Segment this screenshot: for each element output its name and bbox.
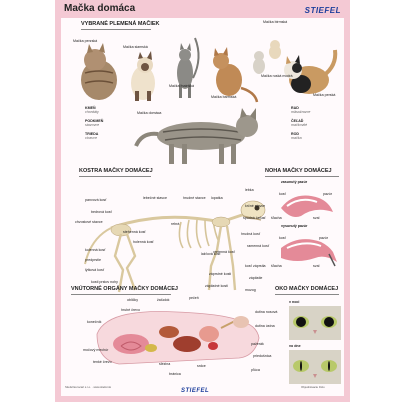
eye-illustration: [289, 306, 341, 392]
class-celad-value: mačkovité: [291, 123, 308, 127]
organ-label-10: dutina ústna: [255, 324, 275, 328]
breed-label-7: Mačka perská: [313, 93, 336, 97]
class-celad-label: ČEĽAĎ: [291, 119, 304, 123]
eye-day-label: vo dne: [289, 344, 301, 348]
organ-label-4: mozog: [245, 288, 256, 292]
skeleton-label-22: lebka: [245, 188, 254, 192]
breed-label-1: Mačka perzská: [73, 39, 98, 43]
paw-label-7: šľacha: [271, 264, 282, 268]
skeleton-heading-rule: [79, 176, 151, 177]
organ-label-6: hrubé črevo: [121, 308, 140, 312]
footer-left: Stiefel Eurocart s.r.o. · www.stiefel.sk: [65, 385, 112, 389]
breed-cat-3: [177, 38, 199, 98]
breed-label-4: Mačka barmská: [211, 95, 237, 99]
organs-heading-rule: [71, 294, 171, 295]
skeleton-label-24: zápästie: [249, 276, 263, 280]
skeleton-label-5: bedrová kosť: [91, 210, 112, 214]
skeleton-label-4: lopatka: [211, 196, 223, 200]
skeleton-label-11: kosti prstov nohy: [91, 280, 118, 284]
skeleton-label-17: záprstné kosti: [209, 272, 232, 276]
skeleton-label-1: panvová kosť: [85, 198, 107, 202]
class-trieda-label: TRIEDA: [85, 132, 99, 136]
skeleton-label-7: kolenná kosť: [85, 248, 106, 252]
paw-illustration: [275, 186, 341, 276]
paw-label-2: pazúr: [323, 192, 332, 196]
organ-label-2: žalúdok: [157, 298, 170, 302]
breed-cat-4: [213, 47, 257, 102]
paw-label-5: kosť: [279, 236, 286, 240]
skeleton-label-3: hrudné stavce: [183, 196, 206, 200]
skeleton-label-2: lebečné stavce: [143, 196, 167, 200]
skeleton-label-23: krčné stavce: [245, 204, 266, 208]
breed-label-2: Mačka siamská: [123, 45, 148, 49]
paw-heading: NOHA MAČKY DOMÁCEJ: [265, 168, 332, 174]
breed-label-6: Mačka birmská: [263, 20, 288, 24]
organ-label-12: priedušnica: [253, 354, 272, 358]
organ-label-1: obličky: [127, 298, 138, 302]
class-rod-label: ROD: [291, 132, 299, 136]
paw-heading-rule: [265, 176, 339, 177]
paw-retracted-title: zasunutý pazúr: [281, 180, 308, 184]
paw-label-6: pazúr: [319, 236, 328, 240]
class-podkmen-label: PODKMEŇ: [85, 119, 104, 123]
organ-label-7: močový mechúr: [83, 348, 109, 352]
paw-label-1: kosť: [279, 192, 286, 196]
skeleton-label-10: lýtková kosť: [85, 268, 105, 272]
organ-label-5: konečník: [87, 320, 102, 324]
class-podkmen-value: stavovce: [85, 123, 100, 127]
organ-label-3: pečeň: [189, 296, 199, 300]
class-kmen-label: KMEŇ: [85, 106, 96, 110]
eye-heading: OKO MAČKY DOMÁCEJ: [275, 286, 339, 292]
skeleton-label-12: stehenná kosť: [123, 230, 146, 234]
main-cat-illustration: [61, 98, 344, 170]
footer-brand: STIEFEL: [181, 388, 210, 394]
paw-label-8: sval: [313, 264, 320, 268]
skeleton-label-9: predprstie: [85, 258, 101, 262]
breed-label-5: Mačka ruská modrá: [261, 74, 293, 78]
paw-label-4: sval: [313, 216, 320, 220]
breeds-heading: VYBRANÉ PLEMENÁ MAČIEK: [81, 21, 160, 27]
class-trieda-value: cicavce: [85, 136, 97, 140]
organ-label-14: srdce: [197, 364, 206, 368]
breed-cat-1: [81, 43, 117, 100]
skeleton-label-6: chvostové stavce: [75, 220, 103, 224]
paw-extended-title: vysunutý pazúr: [281, 224, 308, 228]
class-rad-label: RAD: [291, 106, 299, 110]
organ-label-9: dutina nosová: [255, 310, 278, 314]
skeleton-label-18: zápästné kosti: [205, 284, 228, 288]
skeleton-label-19: ramenná kosť: [247, 244, 270, 248]
organ-label-15: slezina: [159, 362, 171, 366]
poster-title: Mačka domáca: [64, 3, 136, 14]
main-cat-label: Mačka domáca: [137, 111, 162, 115]
organ-label-11: pažerák: [251, 342, 264, 346]
skeleton-label-16: lakťová kosť: [201, 252, 221, 256]
footer-right: Objednávacie číslo: [301, 385, 325, 389]
skeleton-label-14: hrudná kosť: [241, 232, 261, 236]
organ-label-16: bránica: [169, 372, 181, 376]
paw-label-3: šľacha: [271, 216, 282, 220]
skeleton-label-21: spodná čeľusť: [243, 216, 266, 220]
brand-logo: STIEFEL: [304, 6, 341, 15]
poster-sheet: [61, 18, 344, 396]
skeleton-label-20: kosť záprstia: [245, 264, 266, 268]
breed-cat-6: [284, 50, 335, 94]
eye-night-label: v noci: [289, 300, 300, 304]
class-rod-value: mačka: [291, 136, 302, 140]
breed-cat-5: [253, 40, 281, 74]
breed-label-3: Mačka mainská: [169, 84, 194, 88]
skeleton-label-8: holenná kosť: [133, 240, 154, 244]
organs-heading: VNÚTORNÉ ORGÁNY MAČKY DOMÁCEJ: [71, 286, 178, 292]
class-kmen-value: chordáty: [85, 110, 99, 114]
skeleton-illustration: [81, 186, 271, 294]
organ-label-8: tenké črevo: [93, 360, 112, 364]
poster-frame: [55, 0, 350, 402]
skeleton-label-13: rebrá: [171, 222, 180, 226]
class-rad-value: mäsožravce: [291, 110, 311, 114]
breed-cat-2: [131, 51, 155, 101]
skeleton-label-15: vretenná kosť: [213, 250, 235, 254]
eye-heading-rule: [275, 294, 339, 295]
skeleton-heading: KOSTRA MAČKY DOMÁCEJ: [79, 168, 153, 174]
organ-label-13: pľúca: [251, 368, 260, 372]
